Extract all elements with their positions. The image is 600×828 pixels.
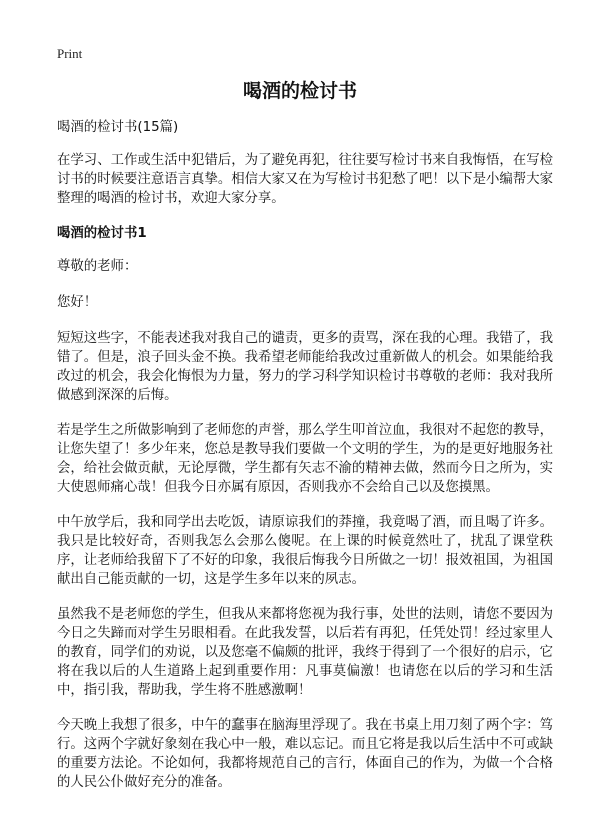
- body-paragraph-5: 今天晚上我想了很多，中午的蠢事在脑海里浮现了。我在书桌上用刀刻了两个字：笃行。这两个字就好象刻在我心中一般，难以忘记。而且它将是我以后生活中不可或缺的重要方法论。不论如何，我都将规范自己的言行，体面自己的作为，为做一个合格的人民公仆做好充分的准备。: [57, 718, 553, 790]
- body-paragraph-1: 短短这些字，不能表述我对我自己的谴责，更多的责骂，深在我的心理。我错了，我错了。但是，浪子回头金不换。我希望老师能给我改过重新做人的机会。如果能给我改过的机会，我会化悔恨为力量，努力的学习科学知识检讨书尊敬的老师：我对我所做感到深深的后悔。: [57, 331, 553, 403]
- document-body: [57, 118, 553, 808]
- body-paragraph-4: 虽然我不是老师您的学生，但我从来都将您视为我行事，处世的法则，请您不要因为今日之失蹄而对学生另眼相看。在此我发誓，以后若有再犯，任凭处罚！经过家里人的教育，同学们的劝说，以及您毫不偏颇的批评，我终于得到了一个很好的启示，它将在我以后的人生道路上起到重要作用：凡事莫偏激！也请您在以后的学习和生活中，指引我，帮助我，学生将不胜感激啊！: [57, 607, 553, 698]
- body-paragraph-2: 若是学生之所做影响到了老师您的声誉，那么学生叩首泣血，我很对不起您的教导，让您失望了！多少年来，您总是教导我们要做一个文明的学生，为的是更好地服务社会，给社会做贡献，无论厚微，学生都有矢志不渝的精神去做，然而今日之所为，实大使恩师痛心哉！但我今日亦属有原因，否则我亦不会给自己以及您摸黑。: [57, 423, 553, 495]
- salutation: 尊敬的老师：: [57, 259, 138, 274]
- body-paragraph-3: 中午放学后，我和同学出去吃饭，请原谅我们的莽撞，我竟喝了酒，而且喝了许多。我只是比较好奇，否则我怎么会那么傻呢。在上课的时候竟然吐了，扰乱了课堂秩序，让老师给我留下了不好的印象，我很后悔我今日所做之一切！报效祖国，为祖国献出自己能贡献的一切，这是学生多年以来的夙志。: [57, 515, 553, 587]
- greeting: 您好！: [57, 295, 98, 310]
- section-heading: 喝酒的检讨书1: [57, 226, 147, 241]
- document-subtitle: 喝酒的检讨书(15篇): [57, 120, 179, 135]
- document-title: 喝酒的检讨书: [242, 80, 357, 102]
- print-link[interactable]: Print: [57, 46, 83, 61]
- intro-paragraph: 在学习、工作或生活中犯错后，为了避免再犯，往往要写检讨书来自我悔悟，在写检讨书的时候要注意语言真挚。相信大家又在为写检讨书犯愁了吧！以下是小编帮大家整理的喝酒的检讨书，欢迎大家分享。: [57, 153, 553, 206]
